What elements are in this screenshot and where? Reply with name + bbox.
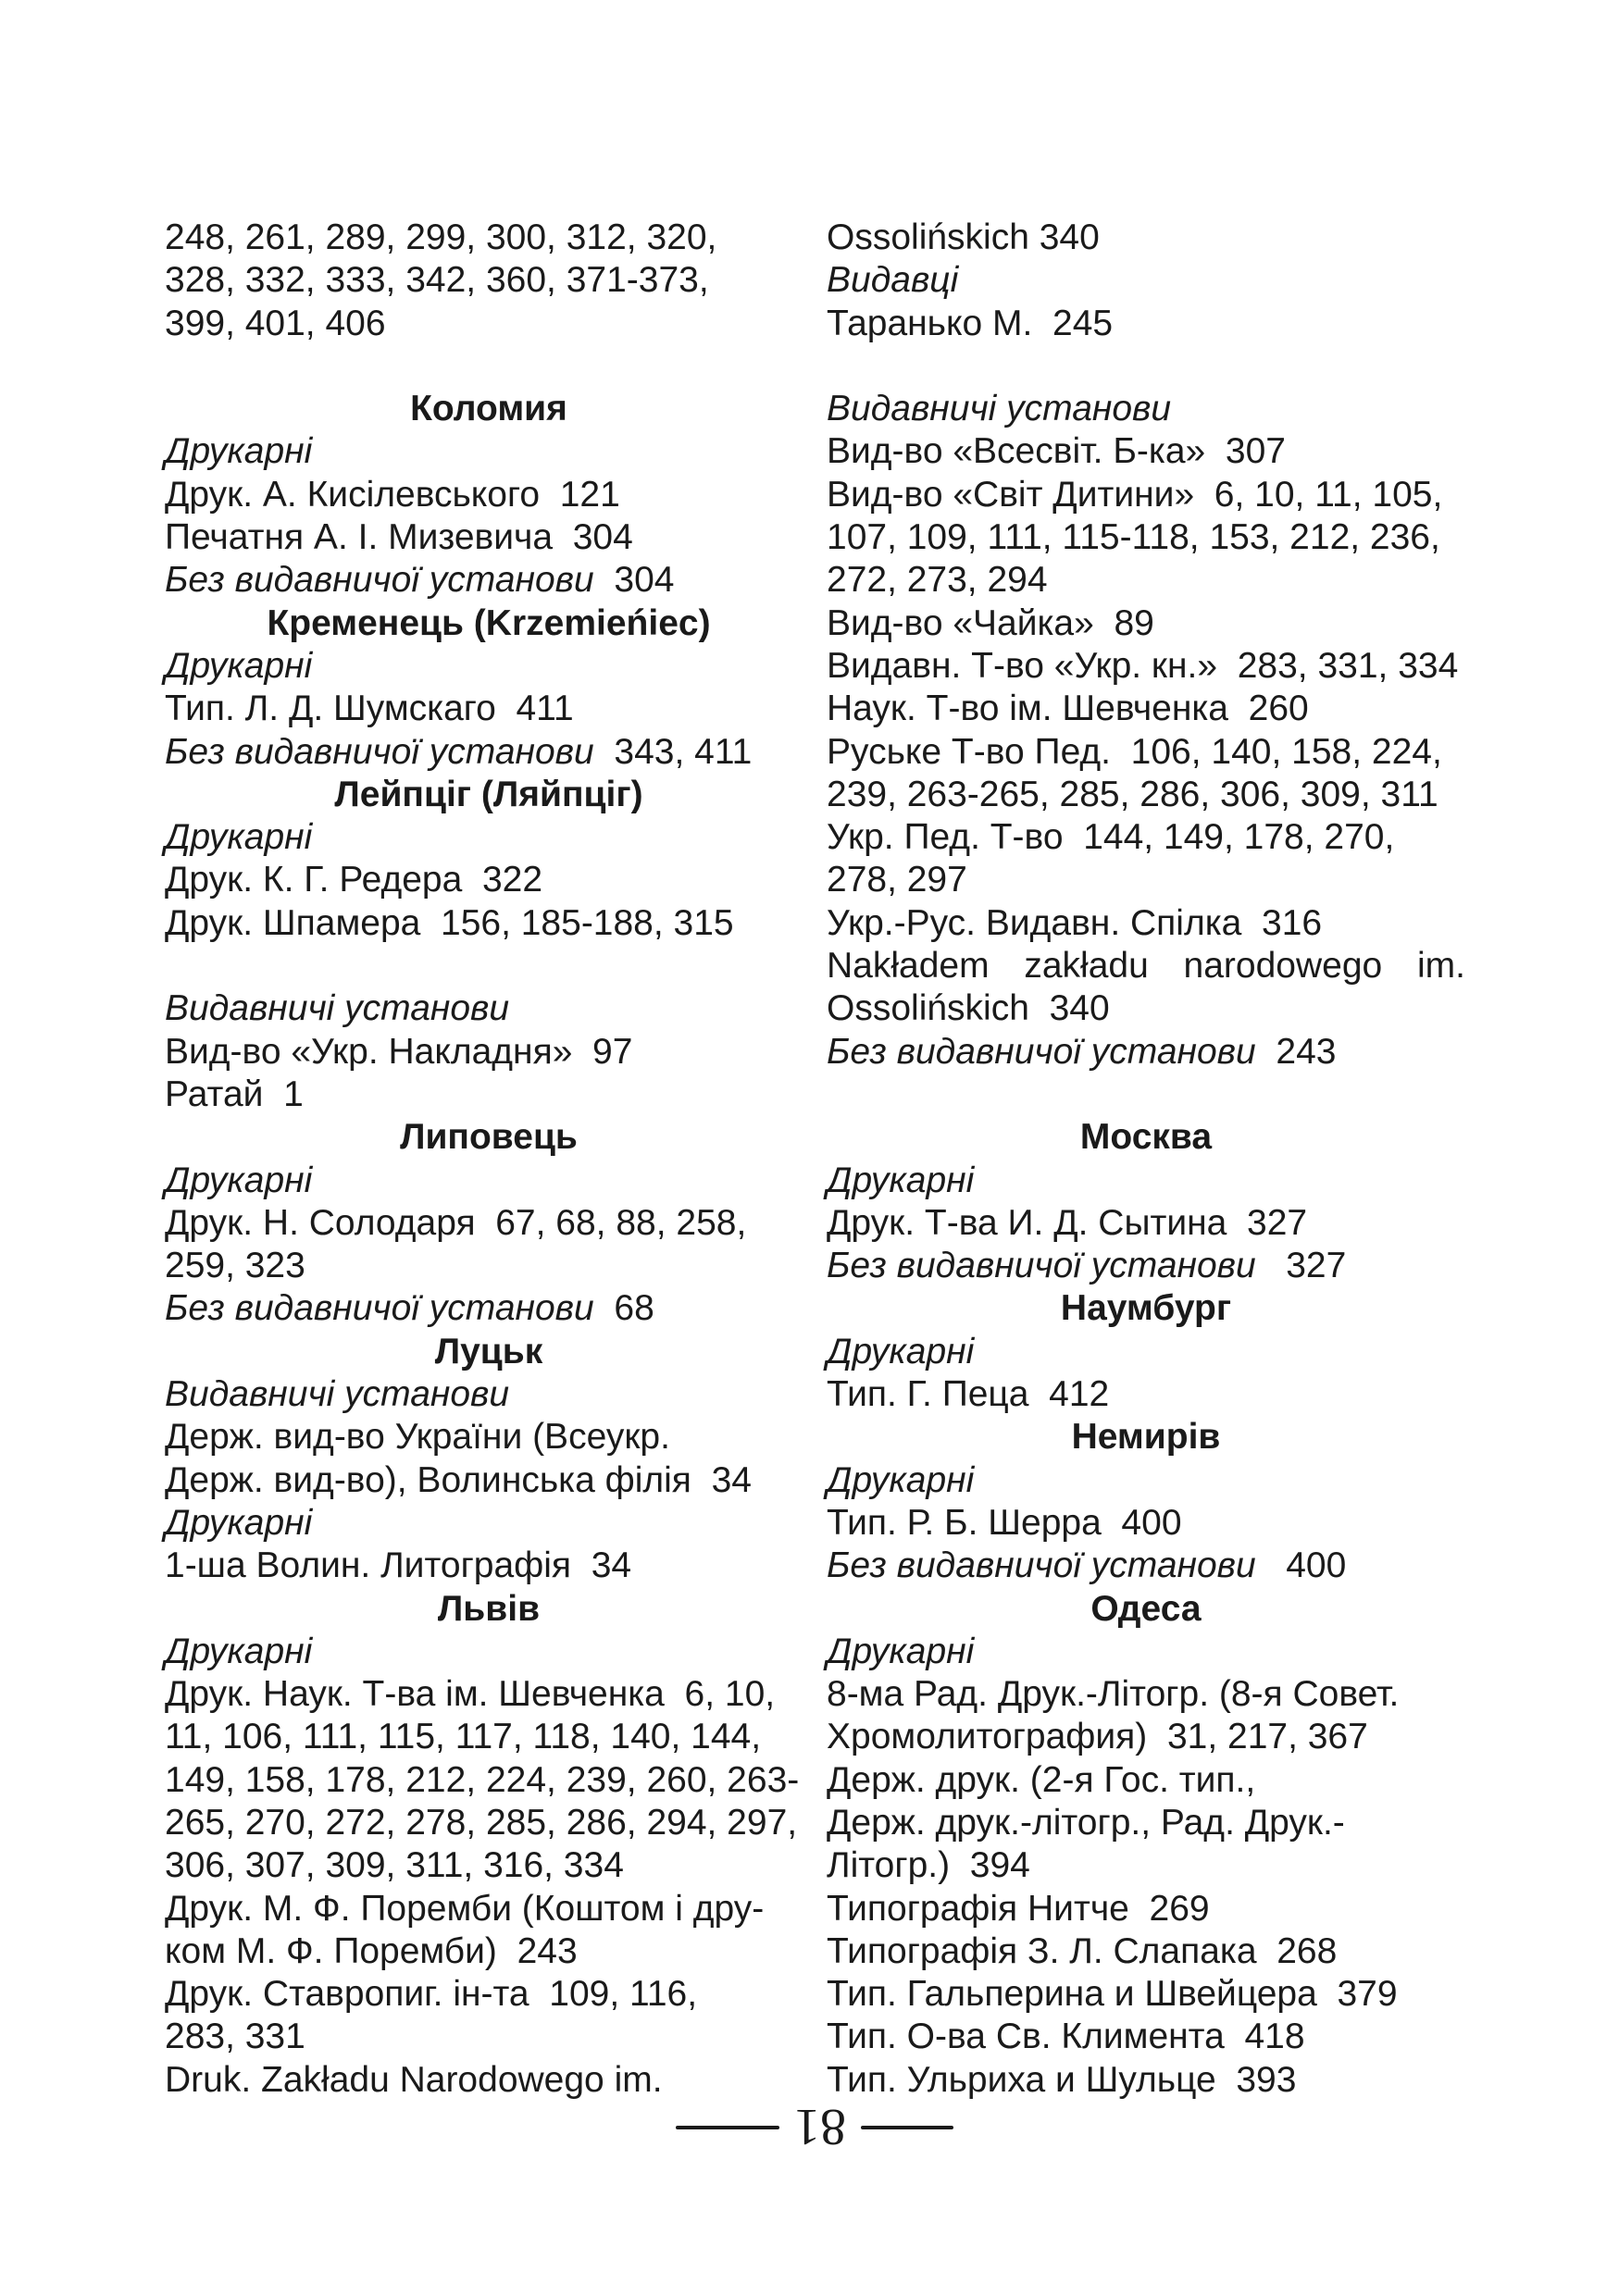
- entry-line: Держ. друк.-літогр., Рад. Друк.-: [827, 1802, 1345, 1843]
- city-heading: Лейпціг (Ляйпціг): [334, 774, 643, 814]
- entry-line: Ратай 1: [165, 1074, 304, 1114]
- entry-line: Тип. О-ва Св. Климента 418: [827, 2017, 1305, 2057]
- entry-line: 107, 109, 111, 115-118, 153, 212, 236,: [827, 517, 1440, 558]
- entry-line: Тип. Г. Пеца 412: [827, 1374, 1110, 1415]
- section-label: [827, 1331, 1465, 1373]
- section-label-text: Друкарні: [827, 1160, 975, 1200]
- section-label: [827, 1631, 1465, 1673]
- page-refs: 68: [593, 1288, 654, 1329]
- blank-line: [165, 345, 813, 388]
- page-refs: 243: [1255, 1031, 1337, 1072]
- section-label: [827, 1245, 1465, 1287]
- section-label-text: Без видавничої установи: [827, 1545, 1256, 1586]
- entry-line: Тип. Гальперина и Швейцера 379: [827, 1974, 1398, 2015]
- entry-line: 265, 270, 272, 278, 285, 286, 294, 297,: [165, 1802, 798, 1843]
- section-label: [165, 731, 813, 774]
- city-heading: Луцьк: [434, 1331, 543, 1371]
- entry-line: Тип. Ульриха и Шульце 393: [827, 2059, 1297, 2100]
- entry-line: Видавн. Т-во «Укр. кн.» 283, 331, 334: [827, 645, 1459, 686]
- section-label-text: Друкарні: [165, 1502, 313, 1543]
- entry-line: 8-ма Рад. Друк.-Літогр. (8-я Совет.: [827, 1674, 1400, 1715]
- section-label-text: Без видавничої установи: [827, 1246, 1256, 1286]
- entry-line: Держ. вид-во), Волинська філія 34: [165, 1459, 752, 1500]
- section-label-text: Видавці: [827, 260, 959, 301]
- entry-line: Літогр.) 394: [827, 1845, 1030, 1886]
- city-heading: Москва: [1079, 1117, 1213, 1158]
- entry-line: Наук. Т-во ім. Шевченка 260: [827, 689, 1309, 729]
- page-number-text: 81: [794, 2098, 846, 2155]
- entry-line: Друк. А. Кисілевського 121: [165, 474, 620, 515]
- city-heading: Коломия: [410, 389, 567, 429]
- blank-line: [827, 345, 1465, 388]
- left-column: [165, 217, 813, 2102]
- entry-line: 399, 401, 406: [165, 303, 386, 343]
- entry-line: 1-ша Волин. Литографія 34: [165, 1545, 632, 1586]
- entry-line: Тип. Р. Б. Шерра 400: [827, 1502, 1182, 1543]
- entry-line: Друк. Шпамера 156, 185-188, 315: [165, 902, 734, 943]
- section-label-text: Друкарні: [165, 1631, 313, 1671]
- entry-line: Печатня А. І. Мизевича 304: [165, 517, 633, 558]
- city-heading: Наумбург: [1060, 1288, 1232, 1329]
- section-label-text: Видавничі установи: [165, 988, 510, 1029]
- page-number: [783, 2099, 857, 2154]
- entry-line: Укр.-Рус. Видавн. Спілка 316: [827, 902, 1323, 943]
- section-label: [165, 559, 813, 602]
- right-column: [827, 217, 1465, 2102]
- entry-line: Типографія Нитче 269: [827, 1888, 1210, 1929]
- entry-line: Держ. друк. (2-я Гос. тип.,: [827, 1759, 1256, 1800]
- section-label: [165, 1160, 813, 1202]
- section-label: [165, 816, 813, 859]
- city-heading: Львів: [437, 1588, 541, 1629]
- section-label: [827, 1031, 1465, 1074]
- entry-line: Друк. Н. Солодаря 67, 68, 88, 258,: [165, 1202, 747, 1243]
- section-label-text: Без видавничої установи: [827, 1031, 1256, 1072]
- entry-line: Nakładem zakładu narodowego im.: [827, 946, 1465, 987]
- city-heading: Одеса: [1090, 1588, 1202, 1629]
- entry-line: 283, 331: [165, 2017, 305, 2057]
- entry-line: Ossolińskich 340: [827, 217, 1100, 257]
- section-label: [827, 259, 1465, 302]
- section-label-text: Друкарні: [165, 645, 313, 686]
- entry-line: ком М. Ф. Поремби) 243: [165, 1930, 578, 1971]
- section-label-text: Видавничі установи: [827, 389, 1172, 429]
- entry-line: Хромолитография) 31, 217, 367: [827, 1717, 1368, 1757]
- section-label-text: Без видавничої установи: [165, 560, 594, 601]
- entry-line: 328, 332, 333, 342, 360, 371-373,: [165, 260, 709, 301]
- section-label: [165, 645, 813, 688]
- footer-rule-left: [676, 2126, 779, 2129]
- entry-line: Ossolińskich 340: [827, 988, 1110, 1029]
- section-label-text: Друкарні: [827, 1459, 975, 1500]
- page-refs: 400: [1255, 1545, 1347, 1586]
- section-label: [165, 987, 813, 1030]
- city-heading: Кременець (Krzemieńiec): [267, 602, 711, 643]
- city-heading: Липовець: [400, 1117, 578, 1158]
- section-label-text: Друкарні: [827, 1331, 975, 1371]
- section-label-text: Видавничі установи: [165, 1374, 510, 1415]
- section-label-text: Друкарні: [165, 1160, 313, 1200]
- entry-line: 259, 323: [165, 1246, 305, 1286]
- section-label: [827, 1459, 1465, 1502]
- section-label: [165, 1373, 813, 1416]
- section-label-text: Друкарні: [165, 817, 313, 858]
- entry-line: Руське Т-во Пед. 106, 140, 158, 224,: [827, 731, 1442, 772]
- entry-line: Друк. Ставропиг. ін-та 109, 116,: [165, 1974, 698, 2015]
- section-label-text: Друкарні: [827, 1631, 975, 1671]
- entry-line: Вид-во «Чайка» 89: [827, 602, 1154, 643]
- section-label: [827, 1545, 1465, 1587]
- page-refs: 304: [593, 560, 675, 601]
- page-refs: 327: [1255, 1246, 1347, 1286]
- section-label-text: Без видавничої установи: [165, 1288, 594, 1329]
- entry-line: Друк. Т-ва И. Д. Сытина 327: [827, 1202, 1308, 1243]
- entry-line: 278, 297: [827, 860, 967, 900]
- section-label: [165, 1631, 813, 1673]
- entry-line: 306, 307, 309, 311, 316, 334: [165, 1845, 624, 1886]
- footer-rule-right: [861, 2126, 953, 2129]
- entry-line: Укр. Пед. Т-во 144, 149, 178, 270,: [827, 817, 1395, 858]
- section-label: [165, 1502, 813, 1545]
- page-refs: 343, 411: [593, 731, 753, 772]
- city-heading: Немирів: [1071, 1417, 1221, 1458]
- entry-line: 272, 273, 294: [827, 560, 1048, 601]
- section-label: [165, 430, 813, 473]
- blank-line: [165, 945, 813, 987]
- entry-line: Держ. вид-во України (Всеукр.: [165, 1417, 670, 1458]
- entry-line: Вид-во «Всесвіт. Б-ка» 307: [827, 431, 1286, 472]
- entry-line: Тип. Л. Д. Шумскаго 411: [165, 689, 574, 729]
- entry-line: Типографія З. Л. Слапака 268: [827, 1930, 1338, 1971]
- entry-line: Друк. К. Г. Редера 322: [165, 860, 543, 900]
- section-label-text: Друкарні: [165, 431, 313, 472]
- section-label: [827, 1160, 1465, 1202]
- entry-line: Таранько М. 245: [827, 303, 1114, 343]
- blank-line: [827, 1074, 1465, 1116]
- entry-line: Друк. Наук. Т-ва ім. Шевченка 6, 10,: [165, 1674, 776, 1715]
- entry-line: Druk. Zakładu Narodowego im.: [165, 2059, 663, 2100]
- section-label: [827, 388, 1465, 430]
- entry-line: Друк. М. Ф. Поремби (Коштом і дру-: [165, 1888, 765, 1929]
- entry-line: 239, 263-265, 285, 286, 306, 309, 311: [827, 774, 1438, 814]
- section-label-text: Без видавничої установи: [165, 731, 594, 772]
- entry-line: 149, 158, 178, 212, 224, 239, 260, 263-: [165, 1759, 800, 1800]
- entry-line: 11, 106, 111, 115, 117, 118, 140, 144,: [165, 1717, 762, 1757]
- entry-line: Вид-во «Укр. Накладня» 97: [165, 1031, 633, 1072]
- section-label: [165, 1287, 813, 1330]
- entry-line: 248, 261, 289, 299, 300, 312, 320,: [165, 217, 717, 257]
- entry-line: Вид-во «Світ Дитини» 6, 10, 11, 105,: [827, 474, 1443, 515]
